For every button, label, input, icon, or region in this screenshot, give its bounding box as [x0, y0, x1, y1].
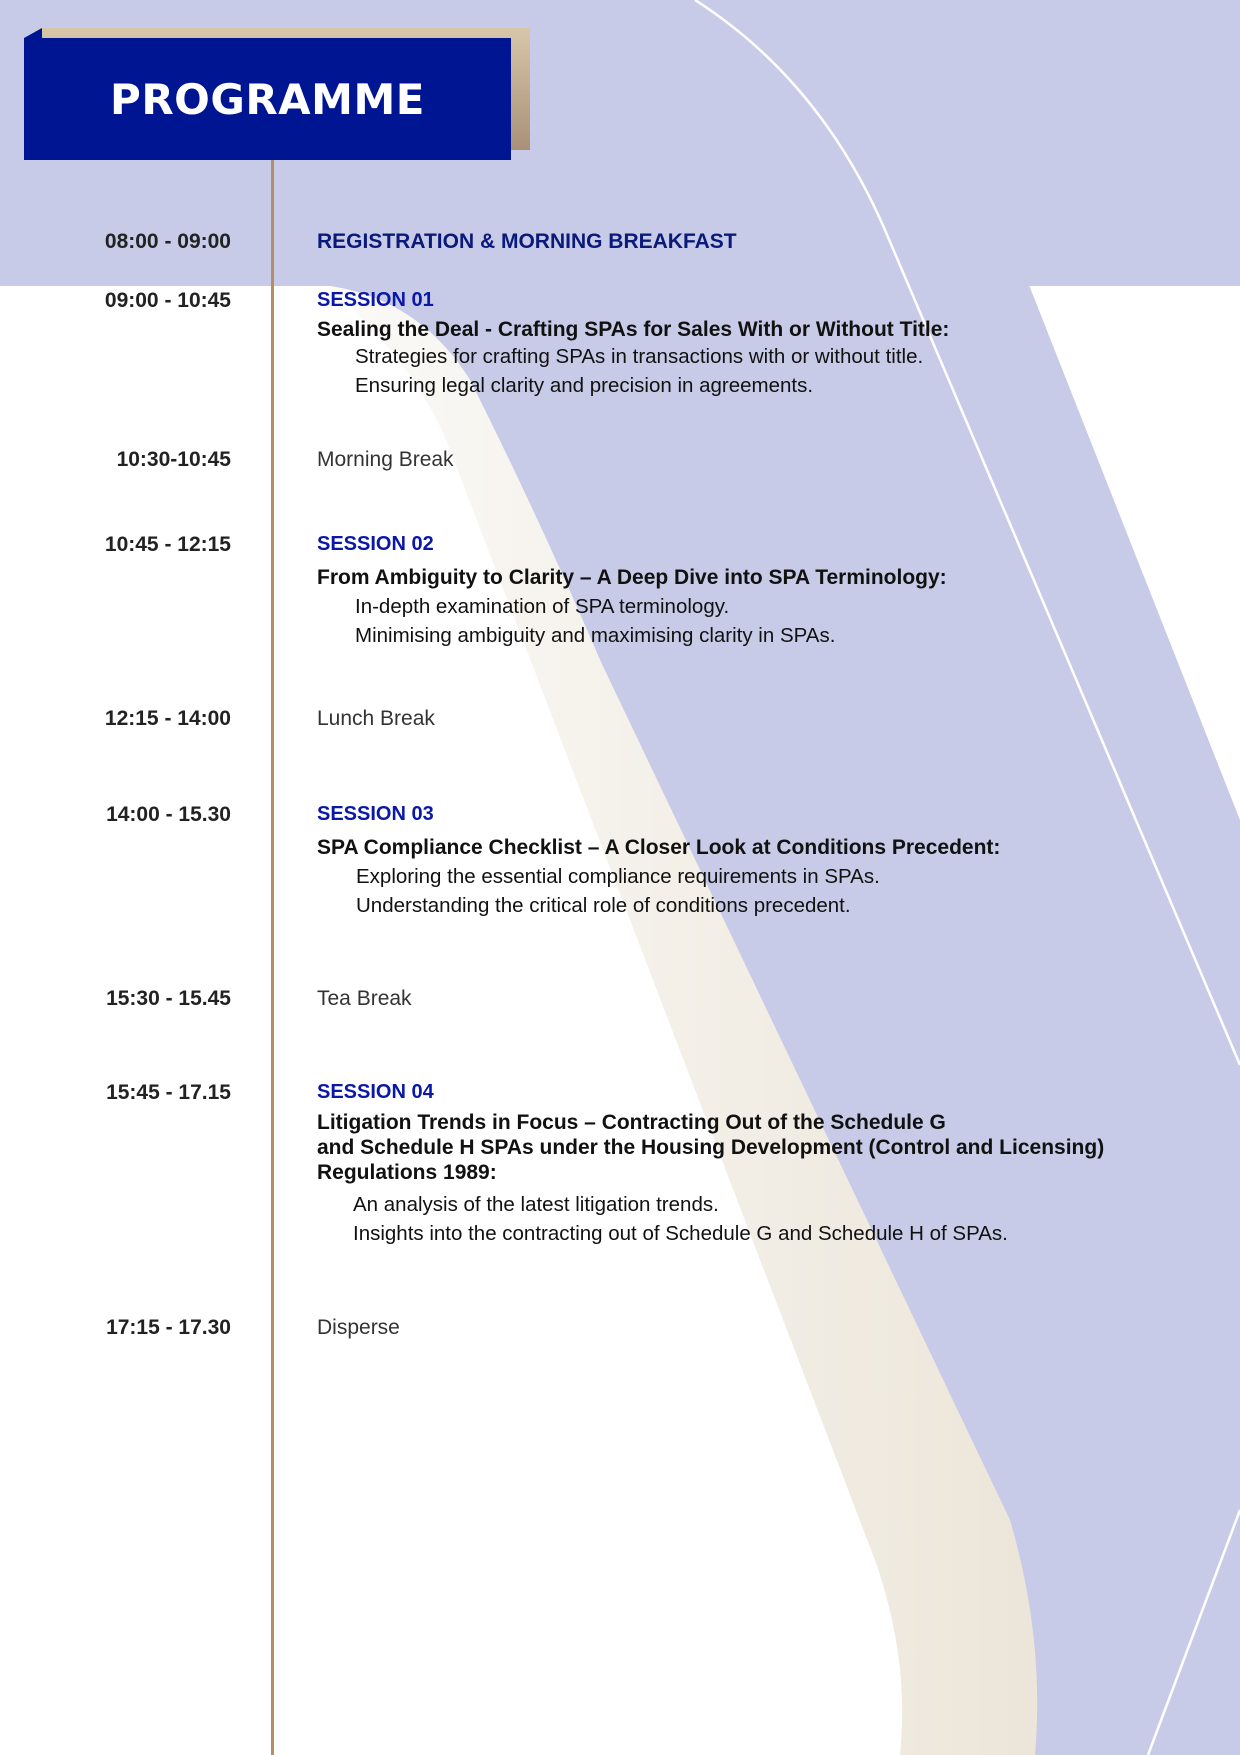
time-tea-break: 15:30 - 15.45	[106, 987, 231, 1010]
time-session-04: 15:45 - 17.15	[106, 1081, 231, 1104]
session-point: An analysis of the latest litigation trends.	[353, 1193, 719, 1216]
time-disperse: 17:15 - 17.30	[106, 1316, 231, 1339]
entry-lunch-break	[317, 707, 435, 731]
session-point: Understanding the critical role of conditions precedent.	[356, 894, 851, 917]
session-title-line: and Schedule H SPAs under the Housing Development (Control and Licensing)	[317, 1136, 1105, 1159]
session-label: SESSION 01	[317, 289, 434, 311]
break-label: Tea Break	[317, 987, 412, 1010]
session-label: SESSION 02	[317, 533, 434, 555]
break-label: Disperse	[317, 1316, 400, 1339]
session-point: Strategies for crafting SPAs in transactions with or without title.	[355, 345, 924, 368]
session-title: Sealing the Deal - Crafting SPAs for Sales With or Without Title:	[317, 318, 950, 341]
title-fold	[24, 28, 42, 38]
time-session-01: 09:00 - 10:45	[104, 289, 231, 312]
page-title: PROGRAMME	[110, 74, 425, 124]
break-label: Morning Break	[317, 448, 454, 471]
entry-registration	[317, 230, 737, 254]
time-registration: 08:00 - 09:00	[104, 230, 231, 253]
session-label: SESSION 04	[317, 1081, 434, 1103]
session-title-line: Litigation Trends in Focus – Contracting Out of the Schedule G	[317, 1111, 946, 1134]
time-session-03: 14:00 - 15.30	[106, 803, 231, 826]
session-points	[353, 1190, 1104, 1248]
session-points	[356, 862, 1000, 920]
session-label: SESSION 03	[317, 803, 434, 825]
session-title: From Ambiguity to Clarity – A Deep Dive into SPA Terminology:	[317, 566, 947, 589]
session-points	[355, 592, 947, 650]
session-point: Ensuring legal clarity and precision in agreements.	[355, 374, 814, 397]
entry-tea-break	[317, 987, 412, 1011]
session-point: In-depth examination of SPA terminology.	[355, 595, 730, 618]
timeline-line	[271, 160, 274, 1755]
time-morning-break: 10:30-10:45	[116, 448, 231, 471]
session-title-line: Regulations 1989:	[317, 1161, 497, 1184]
time-lunch-break: 12:15 - 14:00	[104, 707, 231, 730]
entry-disperse	[317, 1316, 400, 1340]
session-title: SPA Compliance Checklist – A Closer Look at Conditions Precedent:	[317, 836, 1001, 859]
session-points	[355, 342, 949, 400]
entry-session-03	[317, 803, 1000, 920]
session-point: Exploring the essential compliance requirements in SPAs.	[356, 865, 880, 888]
title-banner	[24, 38, 511, 160]
entry-session-02	[317, 533, 947, 650]
entry-session-04	[317, 1081, 1104, 1248]
registration-title: REGISTRATION & MORNING BREAKFAST	[317, 230, 737, 253]
time-session-02: 10:45 - 12:15	[104, 533, 231, 556]
session-point: Minimising ambiguity and maximising clarity in SPAs.	[355, 624, 836, 647]
entry-morning-break	[317, 448, 454, 472]
entry-session-01	[317, 289, 949, 400]
break-label: Lunch Break	[317, 707, 435, 730]
session-point: Insights into the contracting out of Schedule G and Schedule H of SPAs.	[353, 1222, 1008, 1245]
session-title	[317, 1110, 1104, 1185]
